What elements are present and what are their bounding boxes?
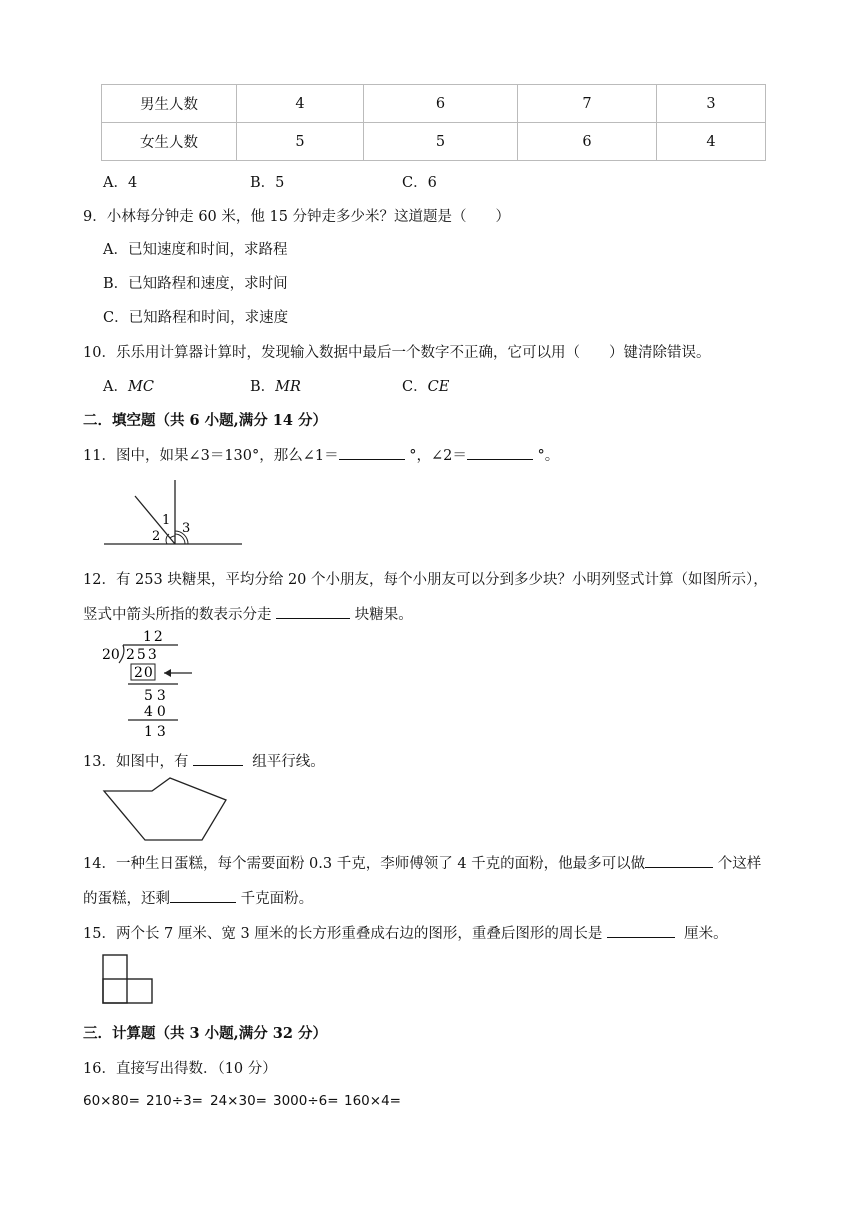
q9-option-b: B．已知路程和速度，求时间 xyxy=(103,276,288,292)
long-division-figure xyxy=(100,626,200,740)
q15-text xyxy=(83,922,728,943)
data-table xyxy=(101,84,766,161)
subtract-step-2: 53 xyxy=(144,688,170,704)
q15-part2: 厘米。 xyxy=(684,926,728,942)
table-cell: 5 xyxy=(364,123,518,161)
option-value: CE xyxy=(427,379,450,395)
quotient: 12 xyxy=(143,629,165,645)
q12-line2b: 块糖果。 xyxy=(354,607,413,623)
pentagon-figure xyxy=(100,776,230,846)
dividend: 253 xyxy=(126,647,159,663)
q14-line1a: 14．一种生日蛋糕，每个需要面粉 0.3 千克，李师傅领了 4 千克的面粉，他最多可以做 xyxy=(83,856,646,872)
option-letter: C． xyxy=(402,379,428,395)
q8-option-a: A．4 xyxy=(103,175,138,191)
table-cell: 6 xyxy=(518,123,657,161)
answer-blank[interactable] xyxy=(467,445,533,460)
q13-part2: 组平行线。 xyxy=(252,754,325,770)
q11-part3: °。 xyxy=(537,448,560,464)
answer-blank[interactable] xyxy=(276,604,350,619)
q11-part2: °，∠2＝ xyxy=(409,448,467,464)
table-row xyxy=(102,85,766,123)
section-3-heading: 三．计算题（共 3 小题,满分 32 分） xyxy=(83,1025,328,1042)
q9-option-a: A．已知速度和时间，求路程 xyxy=(103,242,288,258)
calc-item: 160×4= xyxy=(344,1093,401,1109)
section-2-heading: 二．填空题（共 6 小题,满分 14 分） xyxy=(83,412,328,429)
table-cell: 5 xyxy=(237,123,364,161)
q13-part1: 13．如图中，有 xyxy=(83,754,189,770)
q10-option-a xyxy=(103,375,154,396)
q14-line2 xyxy=(83,887,313,908)
calc-item: 3000÷6= xyxy=(273,1093,339,1109)
calc-item: 60×80= xyxy=(83,1093,140,1109)
angle-label-3: 3 xyxy=(182,521,191,536)
table-row xyxy=(102,123,766,161)
q8-option-b: B．5 xyxy=(250,175,285,191)
answer-blank[interactable] xyxy=(170,888,236,903)
q9-option-c: C．已知路程和时间，求速度 xyxy=(103,310,289,326)
q14-line2b: 千克面粉。 xyxy=(240,891,314,907)
q9-stem: 9．小林每分钟走 60 米，他 15 分钟走多少米？这道题是（ ） xyxy=(83,209,511,225)
q11-part1: 11．图中，如果∠3＝130°，那么∠1＝ xyxy=(83,448,339,464)
angle-label-1: 1 xyxy=(162,513,171,528)
q12-line2a: 竖式中箭头所指的数表示分走 xyxy=(83,607,272,623)
arrow-icon xyxy=(164,669,171,677)
answer-blank[interactable] xyxy=(645,853,713,868)
table-cell: 4 xyxy=(657,123,766,161)
calc-item: 24×30= xyxy=(210,1093,267,1109)
q14-line2a: 的蛋糕，还剩 xyxy=(83,891,170,907)
q14-line1 xyxy=(83,852,761,873)
answer-blank[interactable] xyxy=(607,923,675,938)
answer-blank[interactable] xyxy=(193,751,243,766)
subtract-step-3: 40 xyxy=(144,704,170,720)
option-letter: A． xyxy=(103,379,128,395)
calc-item: 210÷3= xyxy=(146,1093,203,1109)
q15-part1: 15．两个长 7 厘米、宽 3 厘米的长方形重叠成右边的图形，重叠后图形的周长是 xyxy=(83,926,603,942)
angle-figure xyxy=(104,478,244,548)
table-cell: 6 xyxy=(364,85,518,123)
overlap-rectangles-figure xyxy=(100,952,156,1006)
q11-text xyxy=(83,444,559,465)
option-value: MC xyxy=(127,379,154,395)
row-label: 女生人数 xyxy=(102,123,237,161)
q14-line1b: 个这样 xyxy=(717,856,762,872)
subtract-step-1: 20 xyxy=(134,665,154,681)
q13-text xyxy=(83,750,325,771)
table-cell: 4 xyxy=(237,85,364,123)
q10-stem: 10．乐乐用计算器计算时，发现输入数据中最后一个数字不正确，它可以用（ ）键清除错误。 xyxy=(83,345,711,361)
q12-line1: 12．有 253 块糖果，平均分给 20 个小朋友，每个小朋友可以分到多少块？小明列竖式计算（如图所示）， xyxy=(83,572,768,588)
q10-option-b xyxy=(250,375,301,396)
remainder: 13 xyxy=(144,724,170,740)
row-label: 男生人数 xyxy=(102,85,237,123)
q12-line2 xyxy=(83,603,413,624)
angle-label-2: 2 xyxy=(152,529,161,544)
answer-blank[interactable] xyxy=(339,445,405,460)
q8-option-c: C．6 xyxy=(402,175,437,191)
option-letter: B． xyxy=(250,379,276,395)
q16-stem: 16．直接写出得数．（10 分） xyxy=(83,1061,277,1077)
table-cell: 7 xyxy=(518,85,657,123)
divisor: 20 xyxy=(102,647,120,663)
table-cell: 3 xyxy=(657,85,766,123)
option-value: MR xyxy=(275,379,301,395)
q10-option-c xyxy=(402,375,449,396)
